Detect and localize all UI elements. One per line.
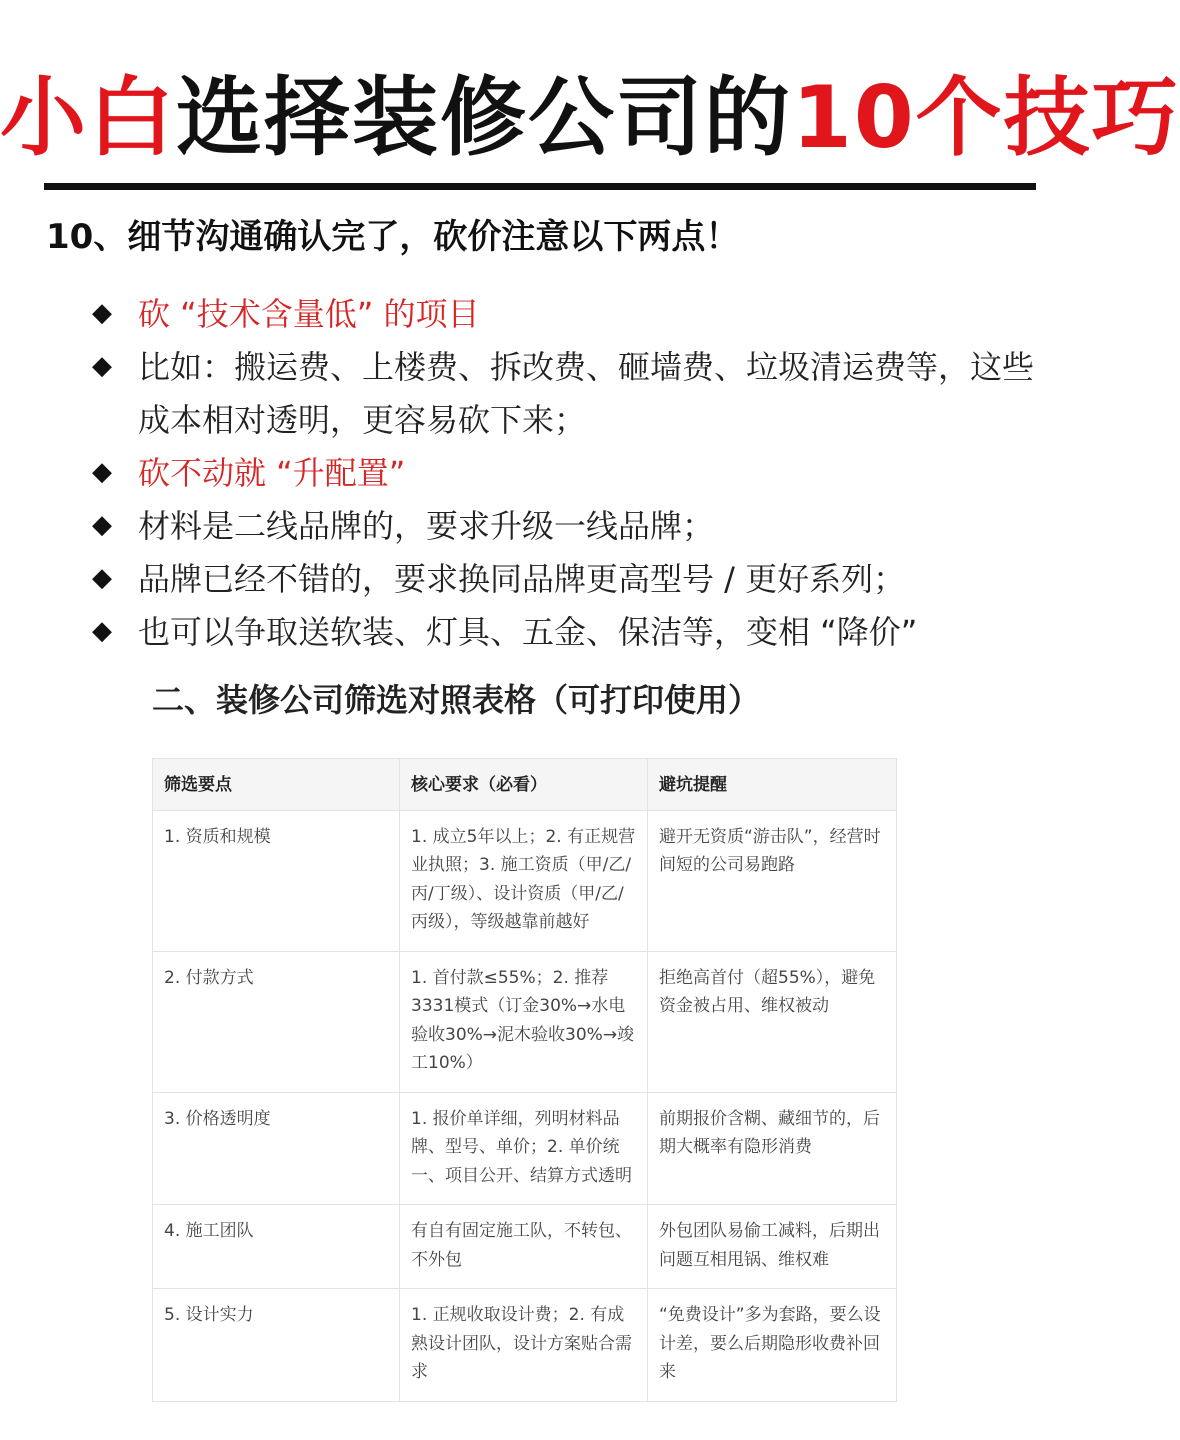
- table-cell: 有自有固定施工队，不转包、不外包: [400, 1205, 648, 1289]
- table-section-heading: 二、装修公司筛选对照表格（可打印使用）: [152, 681, 761, 719]
- table-header-row: [153, 759, 897, 811]
- diamond-bullet-icon: ◆: [92, 351, 112, 381]
- table-cell: 1. 首付款≤55%；2. 推荐3331模式（订金30%→水电验收30%→泥木验收30%→竣工10%）: [400, 951, 648, 1092]
- diamond-bullet-icon: ◆: [92, 510, 112, 540]
- table-cell: 外包团队易偷工减料，后期出问题互相甩锅、维权难: [648, 1205, 897, 1289]
- comparison-table: [152, 758, 897, 1402]
- bullet-text: 材料是二线品牌的，要求升级一线品牌；: [138, 507, 715, 545]
- section-heading: 10、细节沟通确认完了，砍价注意以下两点！: [46, 217, 740, 257]
- bullet-item: [92, 341, 1052, 447]
- table-cell: 4. 施工团队: [153, 1205, 400, 1289]
- bullet-item: [92, 500, 1052, 553]
- bullet-list: [92, 288, 1052, 659]
- title-part-2: 选择装修公司的: [176, 68, 792, 168]
- table-cell: 5. 设计实力: [153, 1289, 400, 1402]
- diamond-bullet-icon: ◆: [92, 563, 112, 593]
- diamond-bullet-icon: ◆: [92, 457, 112, 487]
- title-divider: [44, 183, 1036, 190]
- column-header: 核心要求（必看）: [400, 759, 648, 811]
- table-cell: 3. 价格透明度: [153, 1092, 400, 1205]
- column-header: 筛选要点: [153, 759, 400, 811]
- table-row: [153, 1289, 897, 1402]
- diamond-bullet-icon: ◆: [92, 298, 112, 328]
- bullet-item: [92, 288, 1052, 341]
- table-row: [153, 1092, 897, 1205]
- bullet-text: 砍 “技术含量低” 的项目: [138, 295, 480, 333]
- table-cell: 避开无资质“游击队”，经营时间短的公司易跑路: [648, 810, 897, 951]
- table-cell: 前期报价含糊、藏细节的，后期大概率有隐形消费: [648, 1092, 897, 1205]
- title-part-3: 10个技巧: [792, 68, 1180, 168]
- table-row: [153, 1205, 897, 1289]
- bullet-text: 也可以争取送软装、灯具、五金、保洁等，变相 “降价”: [138, 613, 918, 651]
- column-header: 避坑提醒: [648, 759, 897, 811]
- title-part-1: 小白: [0, 68, 176, 168]
- table-row: [153, 810, 897, 951]
- table-cell: 2. 付款方式: [153, 951, 400, 1092]
- bullet-item: [92, 606, 1052, 659]
- bullet-item: [92, 553, 1052, 606]
- table-cell: 1. 报价单详细，列明材料品牌、型号、单价；2. 单价统一、项目公开、结算方式透明: [400, 1092, 648, 1205]
- table-cell: 1. 成立5年以上；2. 有正规营业执照；3. 施工资质（甲/乙/丙/丁级）、设计资质（甲/乙/丙级），等级越靠前越好: [400, 810, 648, 951]
- table-cell: 1. 正规收取设计费；2. 有成熟设计团队，设计方案贴合需求: [400, 1289, 648, 1402]
- page-title: [0, 68, 1180, 168]
- table-row: [153, 951, 897, 1092]
- table-cell: 拒绝高首付（超55%），避免资金被占用、维权被动: [648, 951, 897, 1092]
- bullet-item: [92, 447, 1052, 500]
- bullet-text: 砍不动就 “升配置”: [138, 454, 406, 492]
- bullet-text: 品牌已经不错的，要求换同品牌更高型号 / 更好系列；: [138, 560, 906, 598]
- diamond-bullet-icon: ◆: [92, 616, 112, 646]
- table-cell: “免费设计”多为套路，要么设计差，要么后期隐形收费补回来: [648, 1289, 897, 1402]
- bullet-text: 比如：搬运费、上楼费、拆改费、砸墙费、垃圾清运费等，这些成本相对透明，更容易砍下来；: [138, 348, 1035, 439]
- table-cell: 1. 资质和规模: [153, 810, 400, 951]
